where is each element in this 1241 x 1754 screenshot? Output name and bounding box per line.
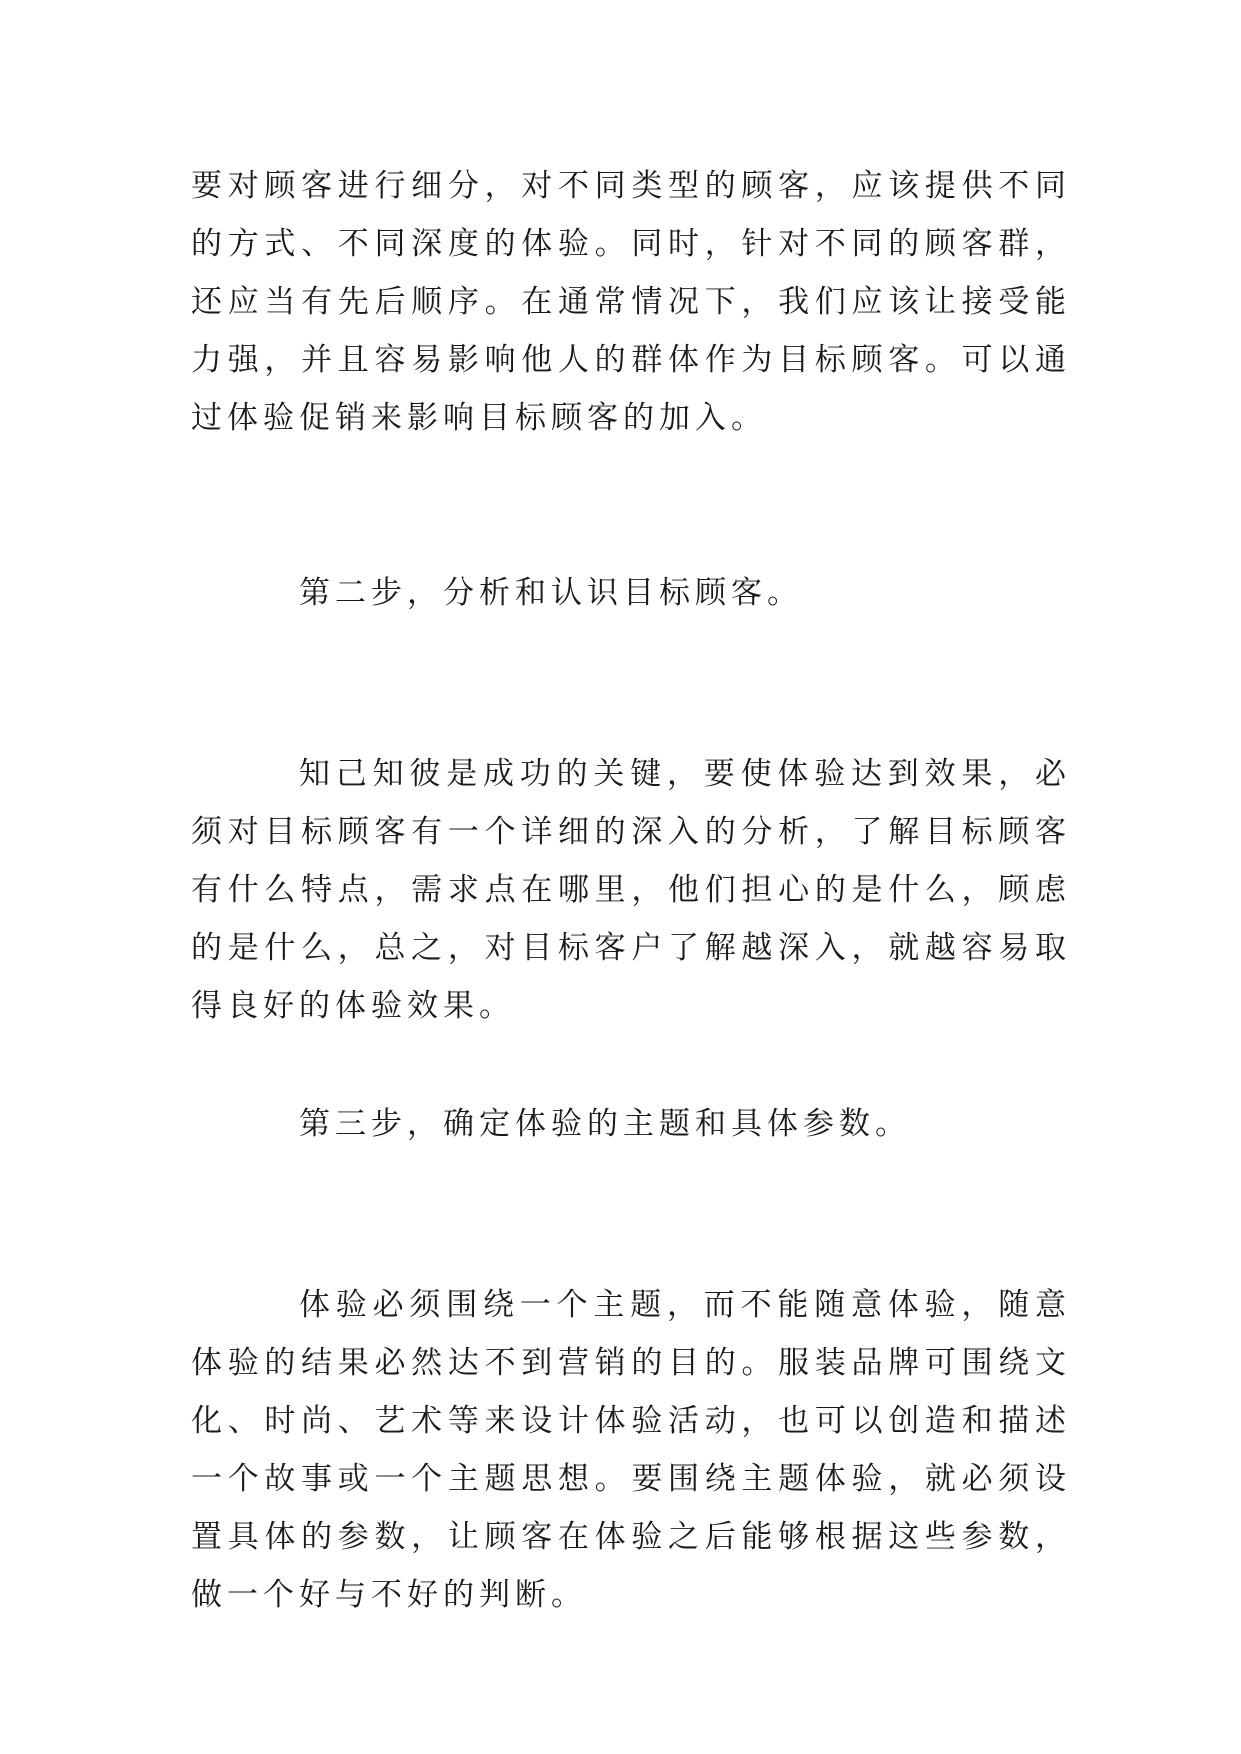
paragraph-analyze-customers: 知己知彼是成功的关键，要使体验达到效果，必须对目标顾客有一个详细的深入的分析，了解目标顾客有什么特点，需求点在哪里，他们担心的是什么，顾虑的是什么，总之，对目标客户了解越深入，就越容易取得良好的体验效果。	[191, 756, 1071, 1024]
heading-step-two: 第二步，分析和认识目标顾客。	[299, 575, 803, 611]
heading-step-three: 第三步，确定体验的主题和具体参数。	[299, 1106, 911, 1142]
paragraph-experience-theme: 体验必须围绕一个主题，而不能随意体验，随意体验的结果必然达不到营销的目的。服装品牌可围绕文化、时尚、艺术等来设计体验活动，也可以创造和描述一个故事或一个主题思想。要围绕主题体验，就必须设置具体的参数，让顾客在体验之后能够根据这些参数，做一个好与不好的判断。	[191, 1287, 1071, 1613]
paragraph-customer-segmentation: 要对顾客进行细分，对不同类型的顾客，应该提供不同的方式、不同深度的体验。同时，针对不同的顾客群，还应当有先后顺序。在通常情况下，我们应该让接受能力强，并且容易影响他人的群体作为目标顾客。可以通过体验促销来影响目标顾客的加入。	[191, 168, 1071, 436]
